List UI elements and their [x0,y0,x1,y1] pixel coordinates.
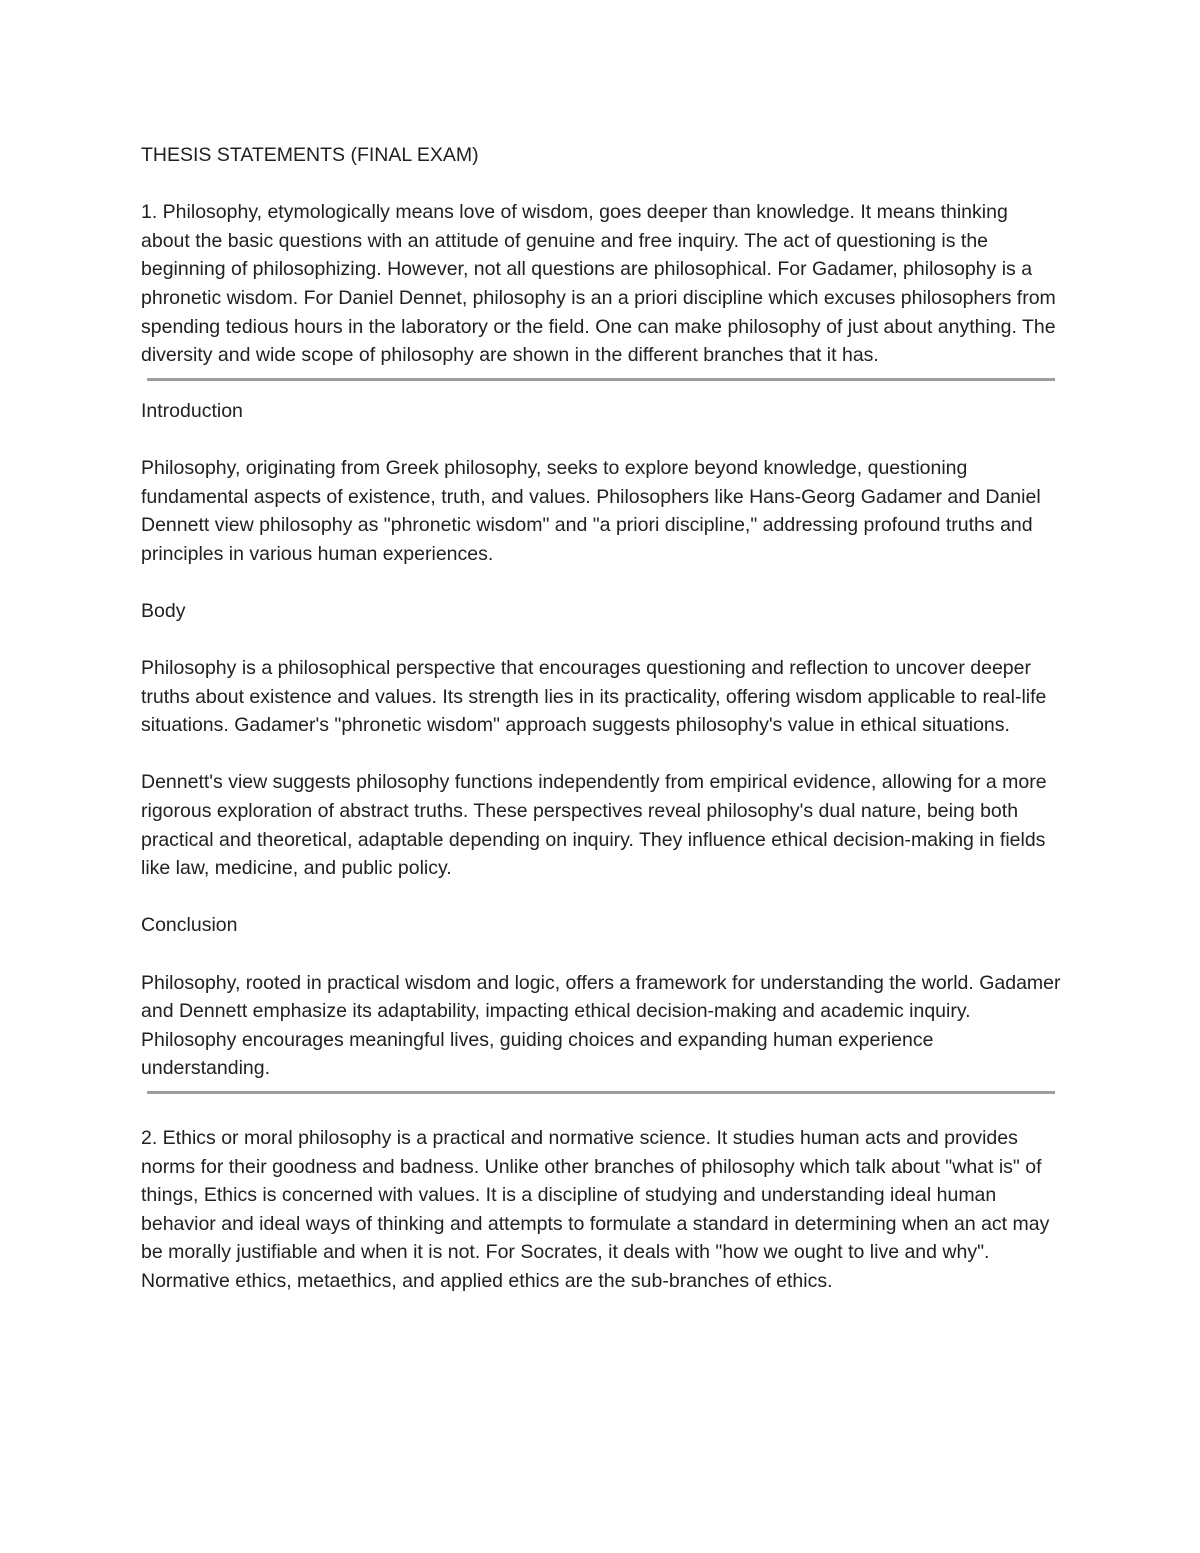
introduction-heading: Introduction [141,399,243,422]
body-heading: Body [141,599,186,622]
conclusion-heading: Conclusion [141,914,238,937]
horizontal-divider [147,1091,1055,1094]
thesis-statement-1: 1. Philosophy, etymologically means love of wisdom, goes deeper than knowledge. It means thinking about the basic questions with an attitude of genuine and free inquiry. The act of questioning is the beginning of philosophizing. However, not all questions are philosophical. For Gadamer, philosophy is a phronetic wisdom. For Daniel Dennet, philosophy is an a priori discipline which excuses philosophers from spending tedious hours in the laboratory or the field. One can make philosophy of just about anything. The diversity and wide scope of philosophy are shown in the different branches that it has. [141,201,1056,367]
document-page [141,141,1061,1324]
horizontal-divider [147,378,1055,381]
conclusion-paragraph: Philosophy, rooted in practical wisdom and logic, offers a framework for understanding the world. Gadamer and Dennett emphasize its adaptability, impacting ethical decision-making and academic inquiry. Philosophy encourages meaningful lives, guiding choices and expanding human experience understanding. [141,971,1061,1080]
body-paragraph-1: Philosophy is a philosophical perspective that encourages questioning and reflection to uncover deeper truths about existence and values. Its strength lies in its practicality, offering wisdom applicable to real-life situations. Gadamer's "phronetic wisdom" approach suggests philosophy's value in ethical situations. [141,657,1047,737]
thesis-statement-2: 2. Ethics or moral philosophy is a practical and normative science. It studies human acts and provides norms for their goodness and badness. Unlike other branches of philosophy which talk about "what is" of things, Ethics is concerned with values. It is a discipline of studying and understanding ideal human behavior and ideal ways of thinking and attempts to formulate a standard in determining when an act may be morally justifiable and when it is not. For Socrates, it deals with "how we ought to live and why". Normative ethics, metaethics, and applied ethics are the sub-branches of ethics. [141,1127,1050,1292]
document-title: THESIS STATEMENTS (FINAL EXAM) [141,144,479,166]
body-paragraph-2: Dennett's view suggests philosophy functions independently from empirical evidence, allowing for a more rigorous exploration of abstract truths. These perspectives reveal philosophy's dual nature, being both practical and theoretical, adaptable depending on inquiry. They influence ethical decision-making in fields like law, medicine, and public policy. [141,771,1047,880]
introduction-paragraph: Philosophy, originating from Greek philosophy, seeks to explore beyond knowledge, questioning fundamental aspects of existence, truth, and values. Philosophers like Hans-Georg Gadamer and Daniel Dennett view philosophy as "phronetic wisdom" and "a priori discipline," addressing profound truths and principles in various human experiences. [141,456,1041,565]
